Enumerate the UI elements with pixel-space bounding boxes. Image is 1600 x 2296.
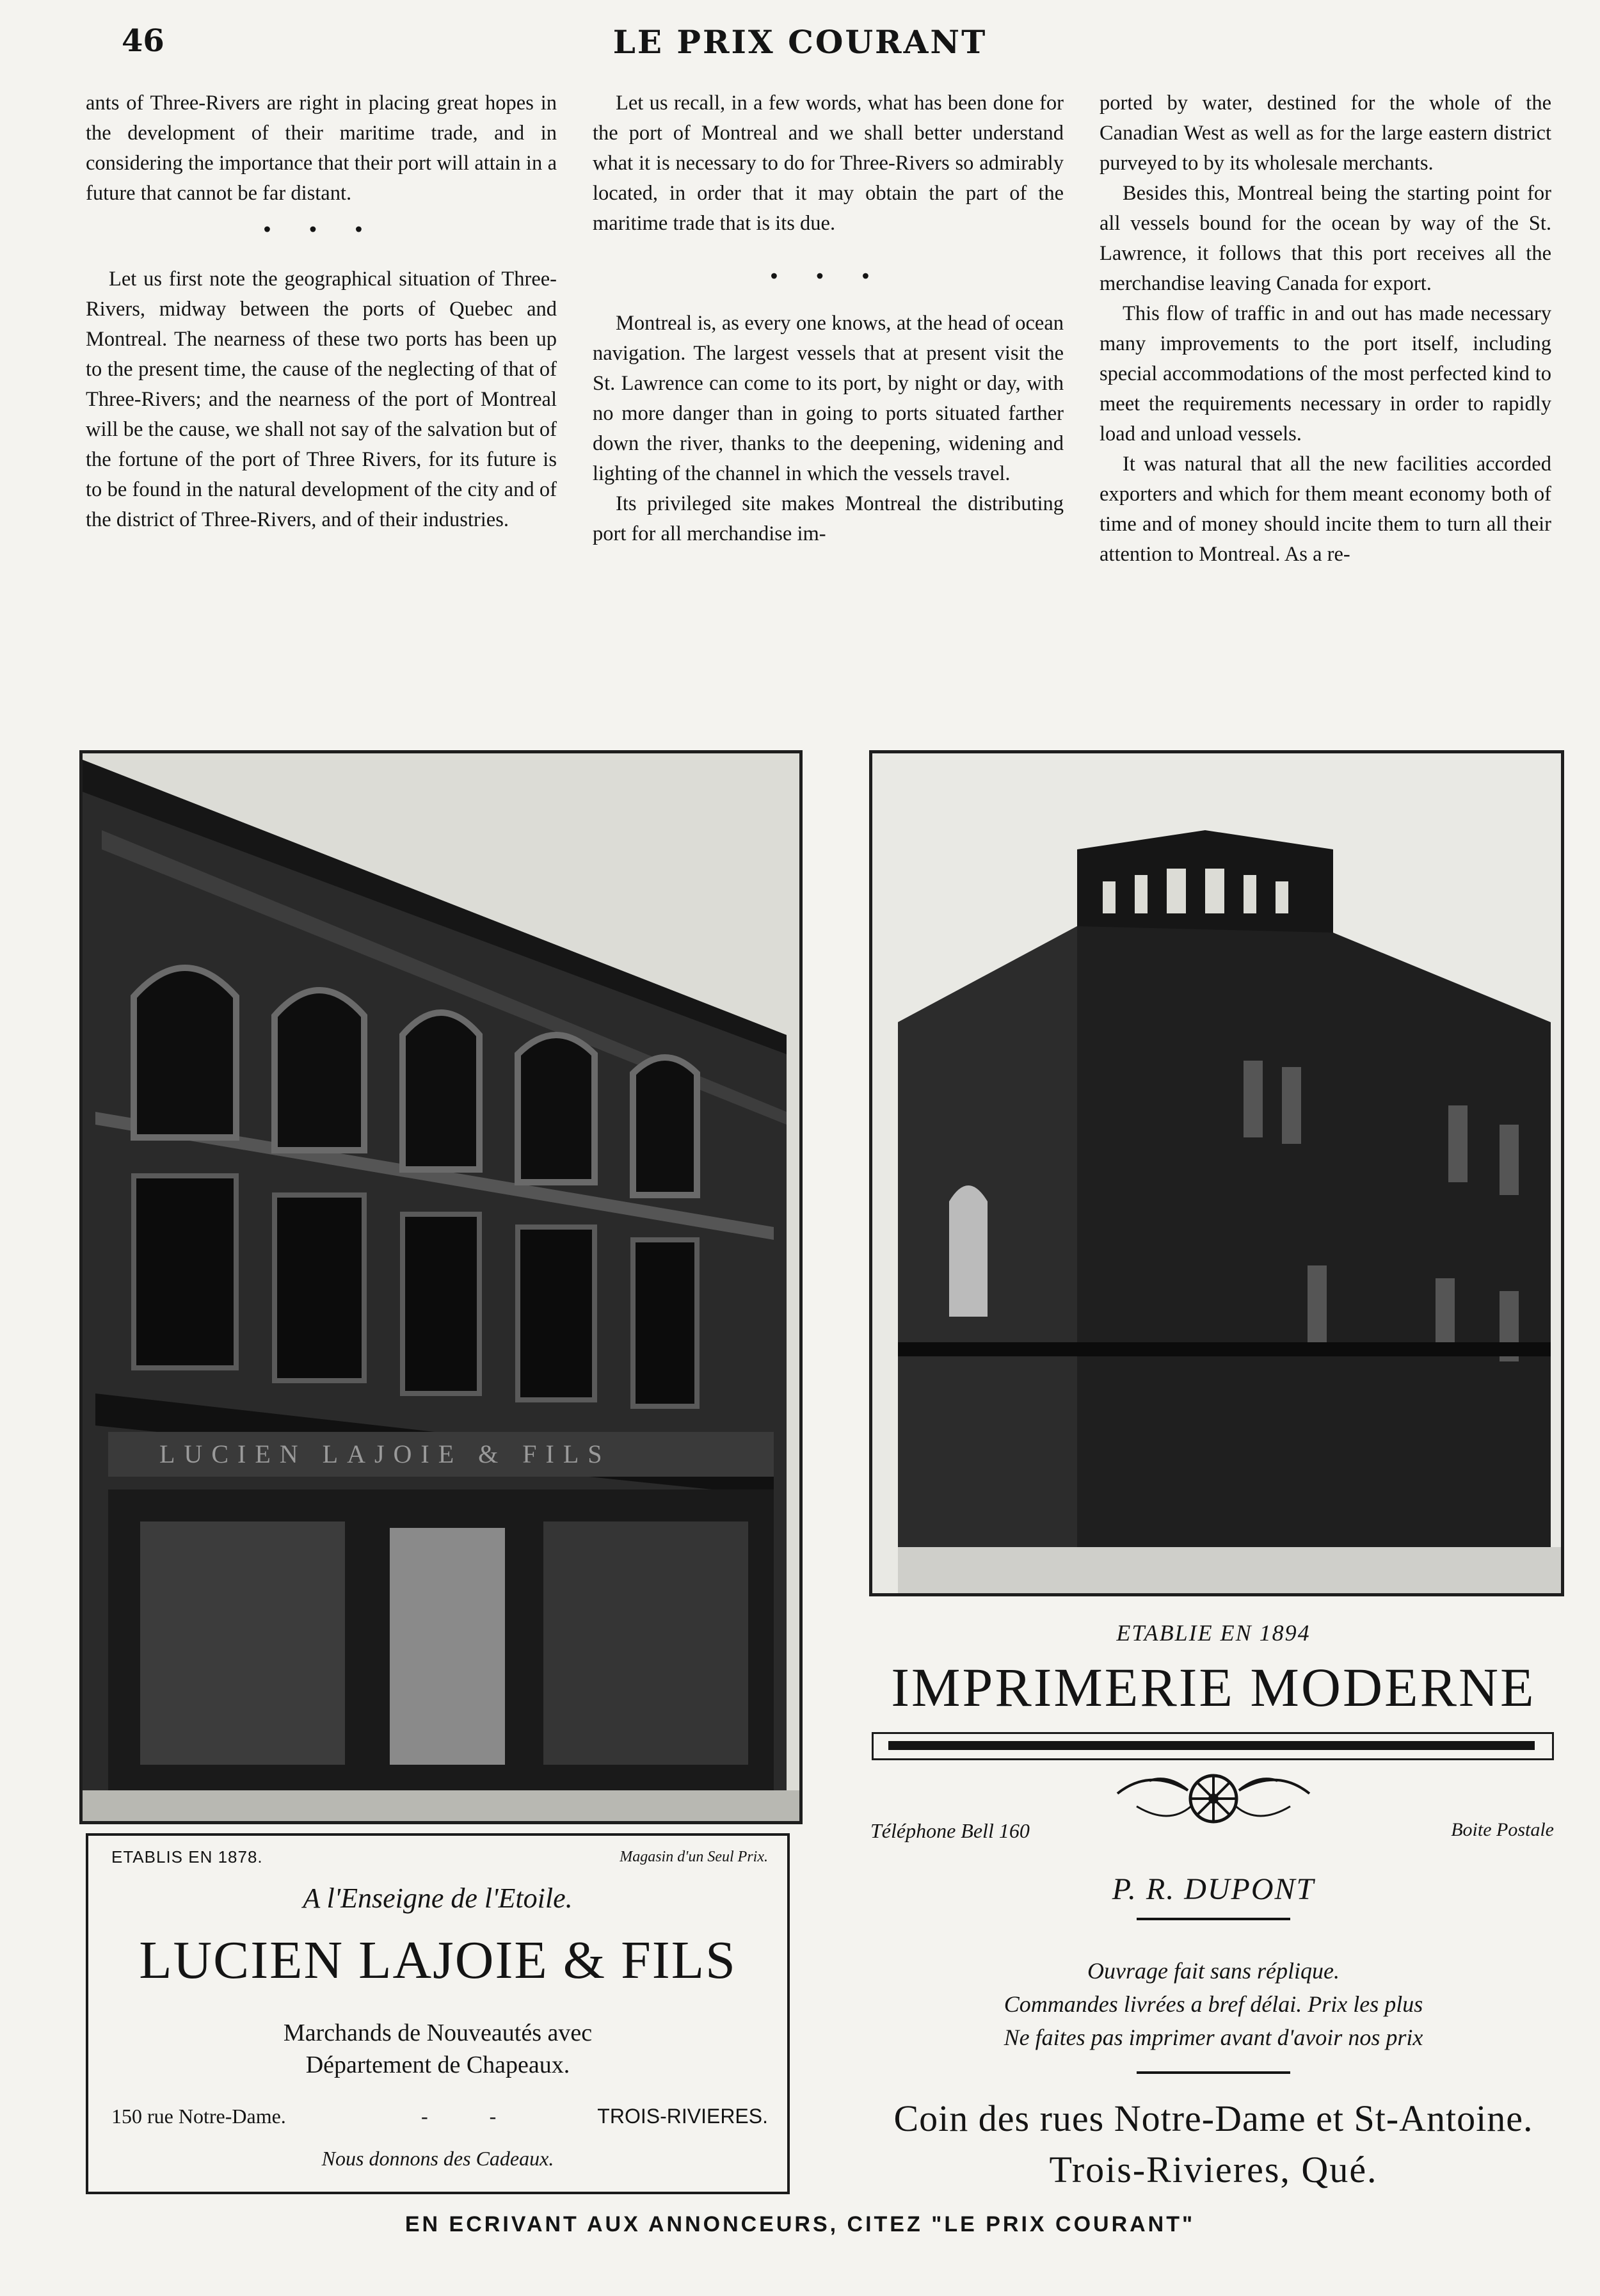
storefront-sign: LUCIEN LAJOIE & FILS xyxy=(159,1440,611,1468)
established-label: ETABLIS EN 1878. xyxy=(111,1847,263,1867)
address-separator: - - xyxy=(421,2105,525,2128)
business-department: Département de Chapeaux. xyxy=(305,2051,570,2078)
divider xyxy=(1137,2071,1290,2074)
owner-name: P. R. DUPONT xyxy=(1112,1872,1315,1906)
store-sign-text: A l'Enseigne de l'Etoile. xyxy=(303,1883,573,1914)
masthead: LE PRIX COURANT xyxy=(612,23,988,61)
store-address: 150 rue Notre-Dame. xyxy=(111,2105,286,2128)
store-city: TROIS-RIVIERES. xyxy=(597,2105,768,2128)
printer-name: IMPRIMERIE MODERNE xyxy=(891,1657,1536,1718)
business-description: Marchands de Nouveautés avec xyxy=(283,2019,593,2046)
established-label: ETABLIE EN 1894 xyxy=(1116,1620,1311,1646)
slogan-line: Ne faites pas imprimer avant d'avoir nos prix xyxy=(1004,2025,1423,2050)
paragraph: ported by water, destined for the whole of the Canadian West as well as for the large eastern district purveyed to by its wholesale merchants. xyxy=(1100,92,1551,175)
paragraph: Its privileged site makes Montreal the distributing port for all merchandise im- xyxy=(593,492,1064,545)
telephone-number: Téléphone Bell 160 xyxy=(870,1819,1030,1842)
article-column-2 xyxy=(593,88,1064,549)
paragraph: Let us first note the geographical situation of Three-Rivers, midway between the ports of Quebec and Montreal. The nearness of these two ports has been up to the present time, the cause of the neglecting of that of Three-Rivers; and the nearness of the port of Montreal will be the cause, we shall not say of the salvation but of the fortune of the port of Three Rivers, for its future is to be found in the natural development of the city and of the district of Three-Rivers, and of their industries. xyxy=(86,268,557,531)
store-tagline: Magasin d'un Seul Prix. xyxy=(620,1849,768,1865)
printer-city: Trois-Rivieres, Qué. xyxy=(1049,2149,1378,2190)
imprimerie-building-photo xyxy=(869,750,1564,1596)
gift-notice: Nous donnons des Cadeaux. xyxy=(321,2147,554,2170)
store-facade-illustration xyxy=(83,753,799,1821)
section-break: • • • xyxy=(770,265,886,288)
firm-name: LUCIEN LAJOIE & FILS xyxy=(139,1931,737,1990)
imprimerie-advertisement xyxy=(869,1613,1558,2202)
footer-notice: EN ECRIVANT AUX ANNONCEURS, CITEZ "LE PRIX COURANT" xyxy=(404,2212,1196,2236)
wheel-ornament-icon xyxy=(1111,1762,1316,1838)
post-box: Boite Postale xyxy=(1451,1819,1554,1840)
paragraph: It was natural that all the new facilities accorded exporters and which for them meant economy both of time and of money should incite them to turn all their attention to Montreal. As a re- xyxy=(1100,453,1551,566)
paragraph: Besides this, Montreal being the starting point for all vessels bound for the ocean by way of the St. Lawrence, it follows that this port receives all the merchandise leaving Canada for export. xyxy=(1100,182,1551,295)
lajoie-store-photo xyxy=(79,750,803,1824)
section-break: • • • xyxy=(263,218,380,241)
divider xyxy=(1137,1918,1290,1920)
printing-house-illustration xyxy=(872,753,1561,1593)
paragraph: Let us recall, in a few words, what has been done for the port of Montreal and we shall better understand what it is necessary to do for Three-Rivers so admirably located, in order that it may obtain the part of the maritime trade that is its due. xyxy=(593,92,1064,235)
printer-address: Coin des rues Notre-Dame et St-Antoine. xyxy=(893,2098,1533,2139)
page-number: 46 xyxy=(122,23,164,59)
paragraph: Montreal is, as every one knows, at the head of ocean navigation. The largest vessels that at present visit the St. Lawrence can come to its port, by night or day, with no more danger than in going to ports situated farther down the river, thanks to the deepening, widening and lighting of the channel in which the vessels travel. xyxy=(593,312,1064,485)
decorative-bar xyxy=(888,1741,1535,1750)
paragraph: ants of Three-Rivers are right in placing great hopes in the development of their maritime trade, and in considering the importance that their port will attain in a future that cannot be far distant. xyxy=(86,92,557,205)
slogan-line: Ouvrage fait sans réplique. xyxy=(1087,1958,1340,1984)
paragraph: This flow of traffic in and out has made necessary many improvements to the port itself, including special accommodations of the most perfected kind to meet the requirements necessary in order to rapidly load and unload vessels. xyxy=(1100,302,1551,446)
article-column-1 xyxy=(86,88,557,535)
article-column-3 xyxy=(1100,88,1551,570)
lajoie-advertisement xyxy=(86,1833,790,2194)
slogan-line: Commandes livrées a bref délai. Prix les plus xyxy=(1004,1991,1423,2017)
